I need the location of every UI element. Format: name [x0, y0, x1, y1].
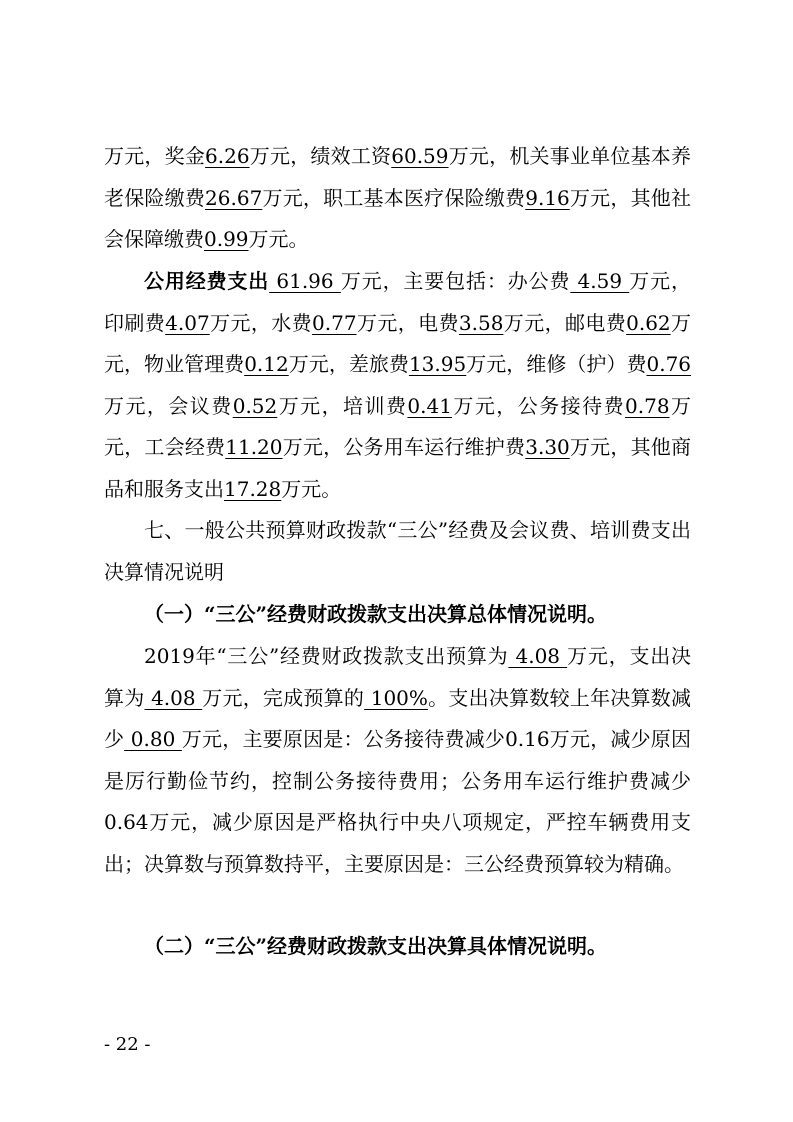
- text: 万元，职工基本医疗保险缴费: [262, 185, 526, 210]
- amount-value: 3.58: [458, 310, 504, 335]
- amount-value: 26.67: [205, 185, 263, 210]
- text: 万元，机关事业单位基本养老保险缴费: [104, 144, 692, 210]
- text: 万元，印刷费: [104, 269, 691, 335]
- amount-value: 6.26: [205, 144, 250, 168]
- text: 万元，邮电费: [503, 310, 627, 335]
- amount-value: 61.96: [269, 269, 341, 293]
- amount-value: 0.12: [244, 352, 289, 376]
- text: 万元，奖金: [104, 144, 206, 168]
- amount-value: 3.30: [525, 435, 570, 459]
- amount-value: 0.77: [312, 310, 357, 335]
- text: 万元，水费: [209, 310, 313, 335]
- text: 万元，完成预算的: [202, 685, 365, 710]
- text: 万元，会议费: [104, 393, 233, 418]
- subsection-2-heading: （二）“三公”经费财政拨款支出决算具体情况说明。: [144, 934, 608, 958]
- text: 万元，主要包括：办公费: [340, 269, 571, 293]
- amount-value: 0.52: [232, 393, 278, 418]
- text: 万元，电费: [356, 310, 459, 335]
- page-number: - 22 -: [104, 1034, 151, 1055]
- three-public-overall-paragraph: [104, 636, 691, 885]
- text: 万元，公务接待费: [451, 393, 626, 418]
- section-7-heading: 七、一般公共预算财政拨款“三公”经费及会议费、培训费支出决算情况说明: [104, 518, 691, 584]
- text: 万元，公务用车运行维护费: [282, 435, 526, 459]
- amount-value: 4.59: [570, 269, 630, 293]
- text: 万元，绩效工资: [249, 144, 392, 168]
- subsection-1-heading: （一）“三公”经费财政拨款支出决算总体情况说明。: [144, 602, 608, 626]
- text: 万元，工会经费: [104, 393, 692, 459]
- text: 万元，其他社会保障缴费: [104, 185, 692, 251]
- text: 万元，差旅费: [288, 352, 409, 376]
- text: 万元，主要原因是：公务接待费减少0.16万元，减少原因是厉行勤俭节约，控制公务接待费用；公务用车运行维护费减少0.64万元，减少原因是严格执行中央八项规定，严控车辆费用支出；决算数与预算数持平，主要原因是：三公经费预算较为精确。: [104, 727, 692, 876]
- amount-value: 0.78: [625, 393, 670, 418]
- amount-value: 0.80: [124, 727, 182, 751]
- amount-value: 4.07: [165, 310, 210, 335]
- text: 万元。: [248, 227, 309, 251]
- text: 万元，其他商品和服务支出: [104, 435, 692, 501]
- amount-value: 0.41: [407, 393, 452, 418]
- public-expense-heading: 公用经费支出: [144, 269, 270, 293]
- text: 2019年“三公”经费财政拨款支出预算为: [144, 644, 509, 668]
- amount-value: 13.95: [408, 352, 467, 376]
- text: 。支出决算数较上年决算数减少: [104, 685, 692, 751]
- amount-value: 4.08: [508, 644, 568, 668]
- amount-value: 0.62: [626, 310, 671, 335]
- public-expense-paragraph: [104, 261, 691, 510]
- text: 万元，支出决算为: [104, 644, 691, 710]
- text: 万元，维修（护）费: [466, 352, 647, 376]
- amount-value: 17.28: [224, 476, 282, 501]
- amount-value: 60.59: [391, 144, 449, 168]
- amount-value: 0.99: [204, 227, 249, 251]
- text: 万元，物业管理费: [104, 310, 692, 376]
- text: 万元。: [281, 476, 342, 501]
- personnel-expense-paragraph: [104, 136, 691, 261]
- amount-value: 4.08: [144, 685, 203, 710]
- amount-value: 9.16: [525, 185, 570, 210]
- text: 万元，培训费: [277, 393, 408, 418]
- percent-value: 100%: [364, 685, 428, 710]
- amount-value: 11.20: [225, 435, 283, 459]
- amount-value: 0.76: [646, 352, 692, 376]
